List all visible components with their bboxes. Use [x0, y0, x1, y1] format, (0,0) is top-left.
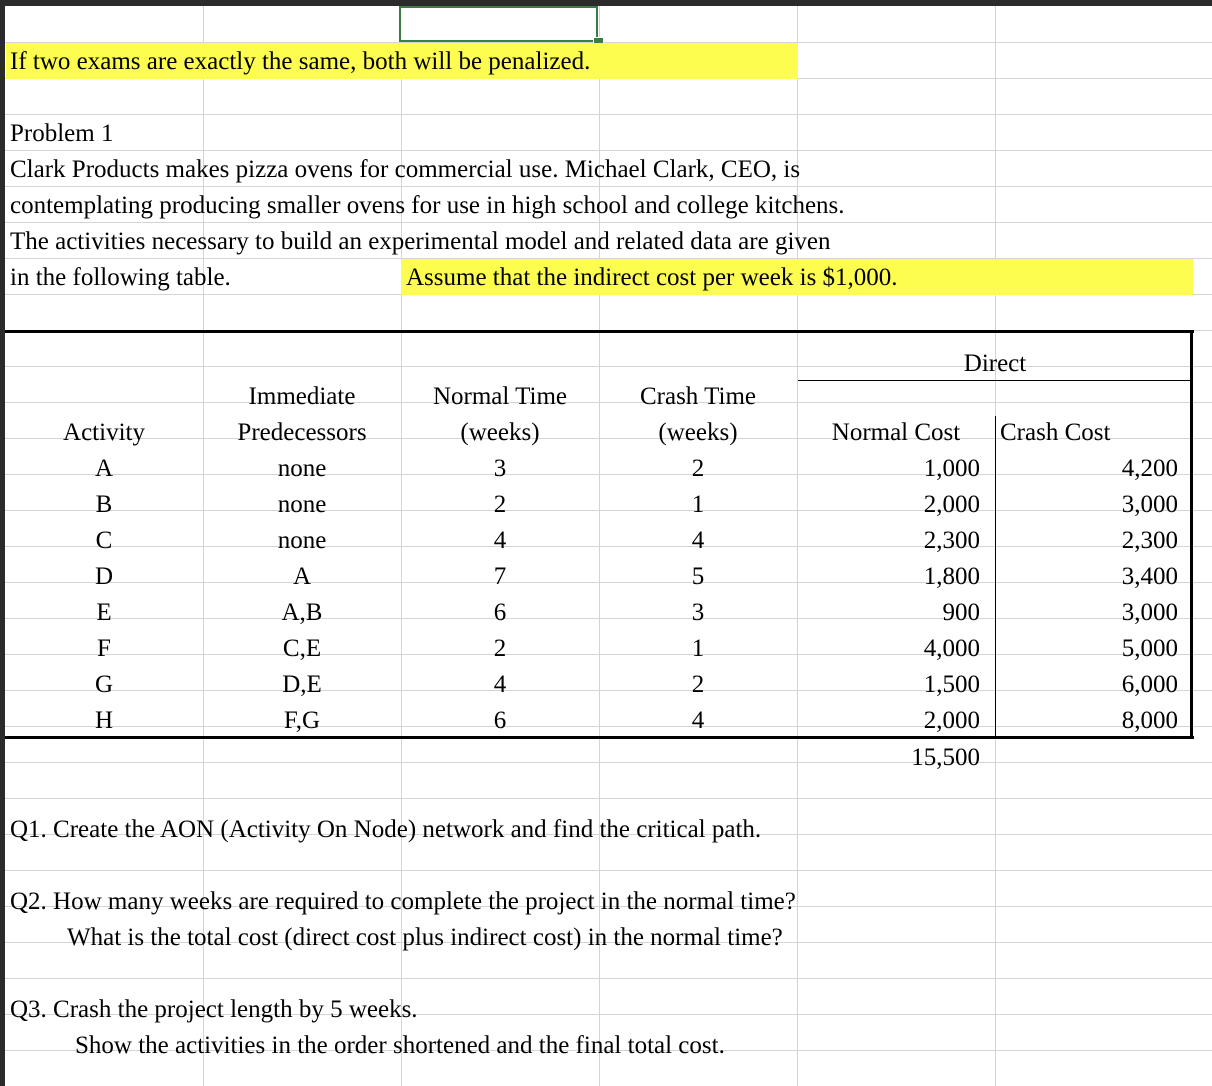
cell-normal-cost[interactable]: 2,000: [923, 491, 980, 518]
gridline-row: [5, 978, 1212, 979]
cell-predecessors[interactable]: none: [277, 491, 327, 518]
cell-activity[interactable]: E: [96, 599, 112, 626]
cell-activity[interactable]: F: [97, 635, 111, 662]
cell-crash-cost[interactable]: 8,000: [1121, 707, 1178, 734]
cell-normal-time[interactable]: 6: [493, 707, 507, 734]
cell-normal-time[interactable]: 4: [493, 527, 507, 554]
normal-header-line1[interactable]: Normal Time: [432, 383, 568, 410]
cell-crash-cost[interactable]: 6,000: [1121, 671, 1178, 698]
cell-normal-cost[interactable]: 900: [942, 599, 980, 626]
cell-activity[interactable]: D: [94, 563, 114, 590]
selected-cell[interactable]: [399, 6, 598, 42]
cell-activity[interactable]: H: [94, 707, 114, 734]
cell-predecessors[interactable]: C,E: [282, 635, 322, 662]
cell-predecessors[interactable]: A,B: [281, 599, 323, 626]
cell-crash-time[interactable]: 1: [691, 635, 705, 662]
cell-normal-time[interactable]: 6: [493, 599, 507, 626]
cell-crash-time[interactable]: 3: [691, 599, 705, 626]
question-2-line-1[interactable]: Q2. How many weeks are required to complete the project in the normal time?: [10, 888, 796, 915]
cell-normal-cost[interactable]: 1,800: [923, 563, 980, 590]
problem-line-3[interactable]: The activities necessary to build an experimental model and related data are given: [10, 228, 831, 255]
problem-title[interactable]: Problem 1: [10, 120, 114, 147]
cell-activity[interactable]: C: [95, 527, 113, 554]
cell-normal-cost[interactable]: 2,000: [923, 707, 980, 734]
cell-activity[interactable]: B: [95, 491, 113, 518]
problem-line-4[interactable]: in the following table.: [10, 264, 231, 291]
crash-header-line2[interactable]: (weeks): [658, 419, 738, 446]
gridline-row: [5, 150, 1212, 151]
table-top-border: [5, 330, 1194, 333]
cell-crash-cost[interactable]: 2,300: [1121, 527, 1178, 554]
cell-crash-time[interactable]: 4: [691, 707, 705, 734]
top-frame: [0, 0, 1212, 6]
cell-crash-cost[interactable]: 5,000: [1121, 635, 1178, 662]
cell-crash-cost[interactable]: 3,400: [1121, 563, 1178, 590]
total-normal-cost[interactable]: 15,500: [911, 744, 980, 771]
cell-crash-cost[interactable]: 3,000: [1121, 599, 1178, 626]
crash-header-line1[interactable]: Crash Time: [639, 383, 756, 410]
cell-normal-time[interactable]: 7: [493, 563, 507, 590]
cell-crash-time[interactable]: 5: [691, 563, 705, 590]
cell-normal-cost[interactable]: 4,000: [923, 635, 980, 662]
cell-crash-cost[interactable]: 3,000: [1121, 491, 1178, 518]
gridline-row: [5, 870, 1212, 871]
cell-normal-cost[interactable]: 2,300: [923, 527, 980, 554]
crash-cost-header[interactable]: Crash Cost: [1000, 419, 1111, 446]
pred-header-line2[interactable]: Predecessors: [237, 419, 367, 446]
gridline-row: [5, 798, 1212, 799]
cell-crash-cost[interactable]: 4,200: [1121, 455, 1178, 482]
cell-normal-time[interactable]: 2: [493, 491, 507, 518]
table-right-border: [1190, 330, 1193, 739]
cell-predecessors[interactable]: none: [277, 527, 327, 554]
question-2-line-2[interactable]: What is the total cost (direct cost plus indirect cost) in the normal time?: [67, 924, 783, 951]
cell-normal-time[interactable]: 3: [493, 455, 507, 482]
cell-normal-cost[interactable]: 1,000: [923, 455, 980, 482]
problem-line-1[interactable]: Clark Products makes pizza ovens for commercial use. Michael Clark, CEO, is: [10, 156, 801, 183]
cell-normal-cost[interactable]: 1,500: [923, 671, 980, 698]
activity-header[interactable]: Activity: [63, 419, 145, 446]
cell-normal-time[interactable]: 2: [493, 635, 507, 662]
normal-header-line2[interactable]: (weeks): [460, 419, 540, 446]
cell-crash-time[interactable]: 1: [691, 491, 705, 518]
normal-cost-header[interactable]: Normal Cost: [831, 419, 961, 446]
question-3-line-2[interactable]: Show the activities in the order shortened and the final total cost.: [75, 1032, 725, 1059]
cell-predecessors[interactable]: D,E: [282, 671, 322, 698]
cell-predecessors[interactable]: none: [277, 455, 327, 482]
gridline-row: [5, 762, 1212, 763]
assumption-text[interactable]: Assume that the indirect cost per week is $1,000.: [406, 264, 898, 291]
warning-text[interactable]: If two exams are exactly the same, both will be penalized.: [10, 48, 591, 75]
question-3-line-1[interactable]: Q3. Crash the project length by 5 weeks.: [10, 996, 418, 1023]
pred-header-line1[interactable]: Immediate: [248, 383, 356, 410]
cell-normal-time[interactable]: 4: [493, 671, 507, 698]
cell-predecessors[interactable]: F,G: [283, 707, 321, 734]
problem-line-2[interactable]: contemplating producing smaller ovens for use in high school and college kitchens.: [10, 192, 845, 219]
cell-predecessors[interactable]: A: [292, 563, 312, 590]
question-1[interactable]: Q1. Create the AON (Activity On Node) network and find the critical path.: [10, 816, 762, 843]
direct-group-header[interactable]: Direct: [963, 350, 1027, 377]
cell-activity[interactable]: A: [94, 455, 114, 482]
cell-crash-time[interactable]: 2: [691, 455, 705, 482]
gridline-row: [5, 114, 1212, 115]
cell-activity[interactable]: G: [94, 671, 114, 698]
cell-crash-time[interactable]: 4: [691, 527, 705, 554]
cell-crash-time[interactable]: 2: [691, 671, 705, 698]
